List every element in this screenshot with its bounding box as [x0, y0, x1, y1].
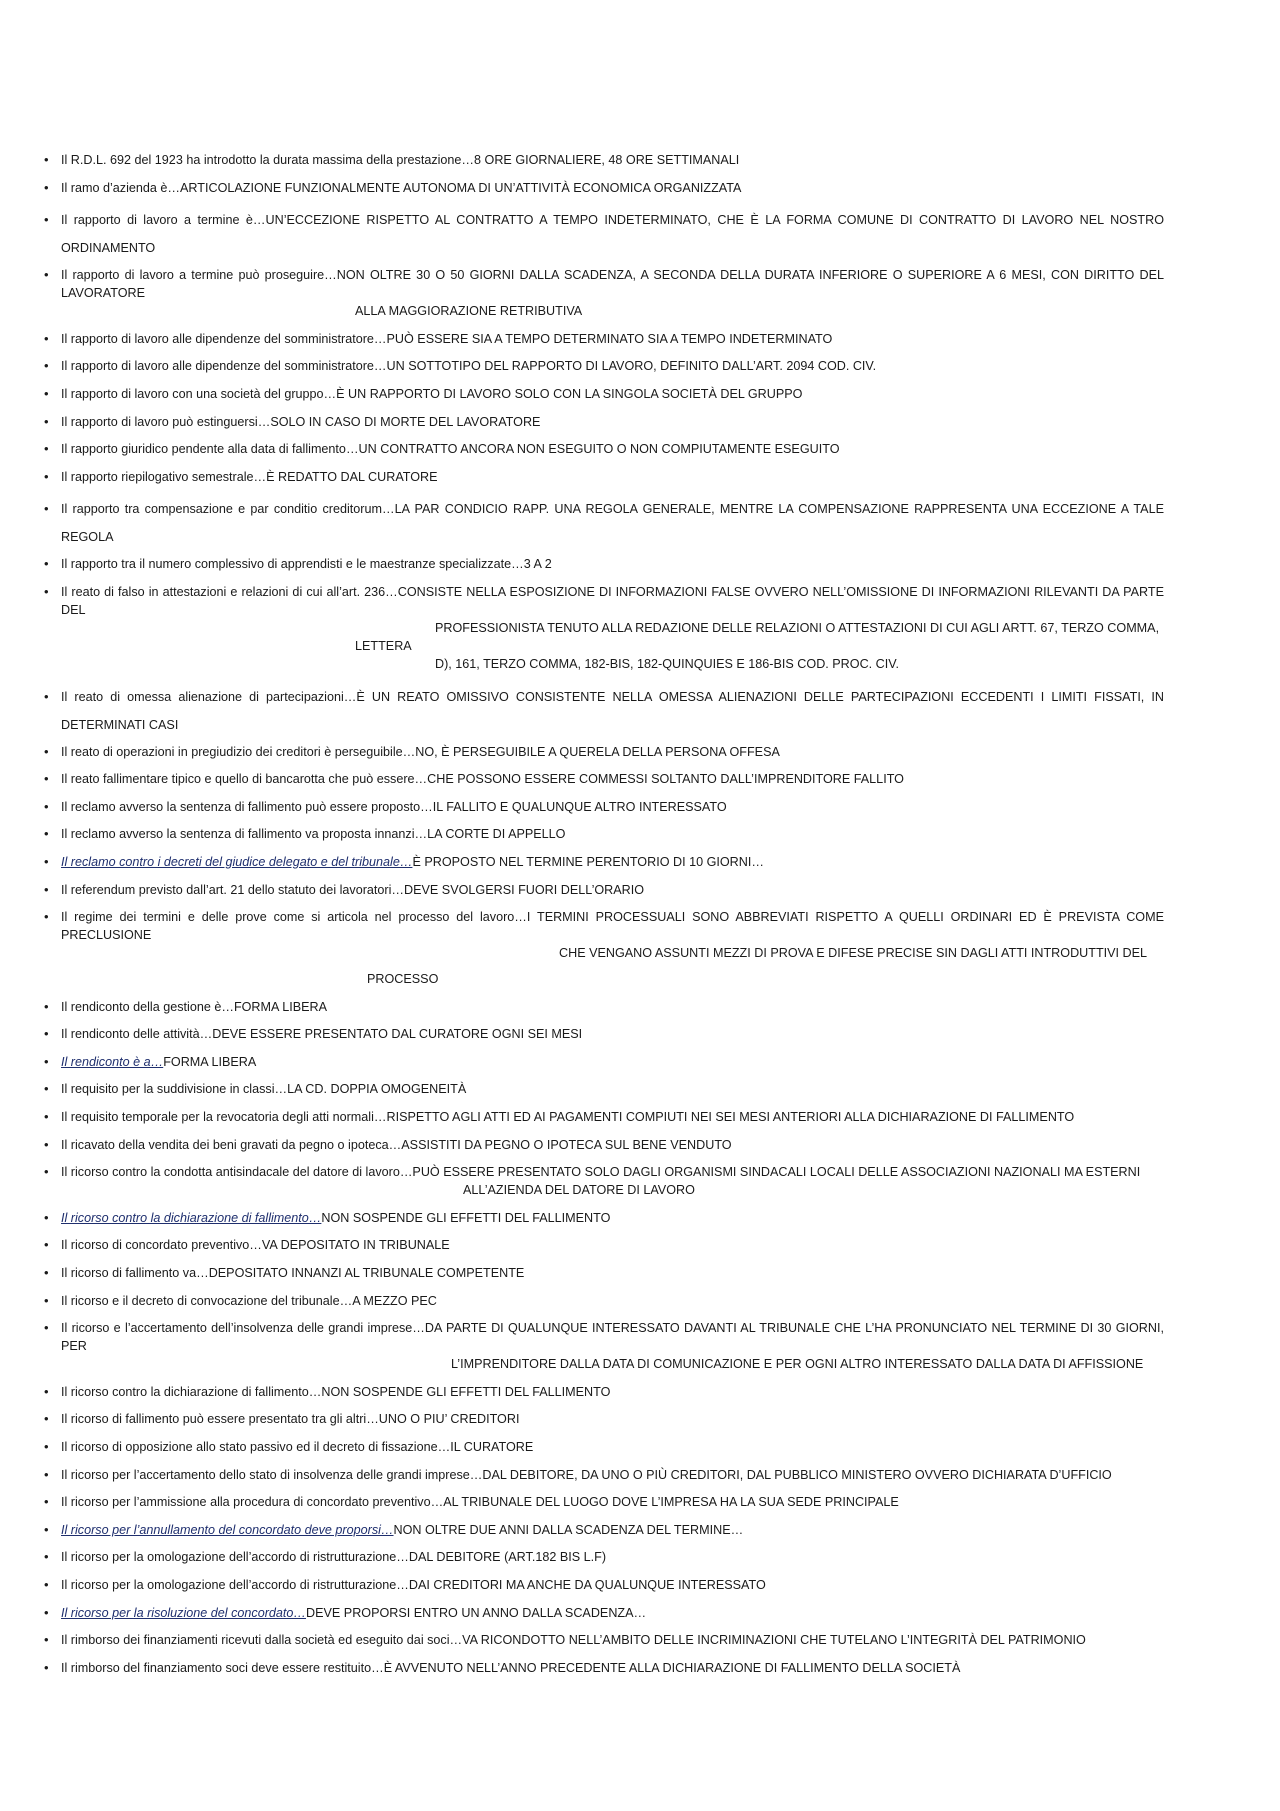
list-item [44, 495, 1164, 551]
answer-text: DAL DEBITORE (ART.182 BIS L.F) [408, 1550, 607, 1565]
answer-text: FORMA LIBERA [163, 1054, 257, 1069]
qa-list [44, 151, 1164, 1686]
question-text: Il reato di omessa alienazione di partecipazioni… [61, 689, 357, 704]
list-item [44, 1163, 1164, 1199]
question-text: Il ricavato della vendita dei beni gravati da pegno o ipoteca… [61, 1137, 402, 1152]
question-text: Il rapporto riepilogativo semestrale… [61, 469, 267, 484]
answer-text: DAI CREDITORI MA ANCHE DA QUALUNQUE INTERESSATO [408, 1577, 766, 1592]
answer-text: VA RICONDOTTO NELL’AMBITO DELLE INCRIMINAZIONI CHE TUTELANO L’INTEGRITÀ DEL PATRIMONIO [462, 1633, 1086, 1648]
answer-text: IL CURATORE [450, 1440, 534, 1454]
answer-text: UNO O PIU’ CREDITORI [378, 1412, 520, 1427]
answer-text: UN’ECCEZIONE RISPETTO AL CONTRATTO A TEMPO INDETERMINATO, CHE È LA FORMA COMUNE DI CONTRATTO DI LAVORO NEL NOSTRO ORDINAMENTO [61, 213, 1164, 256]
list-item [44, 1521, 1164, 1539]
list-item [44, 555, 1164, 573]
list-item [44, 385, 1164, 403]
question-text: Il ricorso di opposizione allo stato passivo ed il decreto di fissazione… [61, 1440, 451, 1454]
answer-text: NON SOSPENDE GLI EFFETTI DEL FALLIMENTO [321, 1384, 611, 1399]
answer-continuation: PROCESSO [367, 972, 439, 987]
list-item [44, 1438, 1164, 1456]
answer-continuation: ALLA MAGGIORAZIONE RETRIBUTIVA [355, 304, 583, 319]
answer-text: NON OLTRE DUE ANNI DALLA SCADENZA DEL TERMINE… [393, 1522, 744, 1537]
list-item [44, 1053, 1164, 1071]
list-item [44, 998, 1164, 1016]
list-item [44, 206, 1164, 262]
list-item [44, 908, 1164, 988]
answer-continuation: CHE VENGANO ASSUNTI MEZZI DI PROVA E DIFESE PRECISE SIN DAGLI ATTI INTRODUTTIVI DEL [559, 946, 1148, 961]
list-item [44, 413, 1164, 431]
answer-text: È PROPOSTO NEL TERMINE PERENTORIO DI 10 GIORNI… [412, 854, 764, 869]
question-text: Il referendum previsto dall’art. 21 dello statuto dei lavoratori… [61, 882, 405, 897]
list-item [44, 853, 1164, 871]
question-link[interactable]: Il reclamo contro i decreti del giudice delegato e del tribunale… [61, 854, 413, 869]
question-text: Il requisito per la suddivisione in classi… [61, 1082, 288, 1097]
list-item [44, 1466, 1164, 1484]
list-item [44, 1080, 1164, 1098]
question-text: Il ricorso contro la condotta antisindacale del datore di lavoro… [61, 1165, 413, 1180]
question-text: Il regime dei termini e delle prove come si articola nel processo del lavoro… [61, 910, 527, 925]
answer-text: AL TRIBUNALE DEL LUOGO DOVE L’IMPRESA HA LA SUA SEDE PRINCIPALE [443, 1495, 899, 1510]
answer-text: IL FALLITO E QUALUNQUE ALTRO INTERESSATO [432, 799, 727, 814]
answer-text: DEPOSITATO INNANZI AL TRIBUNALE COMPETENTE [208, 1266, 525, 1281]
question-text: Il rapporto tra compensazione e par conditio creditorum… [61, 502, 395, 517]
answer-text: NON OLTRE 30 O 50 GIORNI DALLA SCADENZA, A SECONDA DELLA DURATA INFERIORE O SUPERIORE A 6 MESI, CON DIRITTO DEL LAVORATORE [61, 268, 1164, 301]
answer-text: PUÒ ESSERE SIA A TEMPO DETERMINATO SIA A TEMPO INDETERMINATO [386, 331, 833, 346]
question-text: Il requisito temporale per la revocatoria degli atti normali… [61, 1110, 387, 1125]
question-text: Il ricorso di fallimento può essere presentato tra gli altri… [61, 1412, 379, 1427]
list-item [44, 743, 1164, 761]
answer-continuation: LETTERA [355, 638, 412, 653]
question-link[interactable]: Il ricorso per la risoluzione del concordato… [61, 1605, 306, 1620]
question-text: Il ricorso contro la dichiarazione di fallimento… [61, 1384, 322, 1399]
list-item [44, 179, 1164, 197]
answer-text: È UN REATO OMISSIVO CONSISTENTE NELLA OMESSA ALIENAZIONI DELLE PARTECIPAZIONI ECCEDENTI I LIMITI FISSATI, IN DETERMINATI CASI [61, 689, 1165, 732]
list-item [44, 266, 1164, 320]
list-item [44, 468, 1164, 486]
list-item [44, 330, 1164, 348]
question-text: Il rapporto di lavoro a termine è… [61, 213, 266, 228]
question-link[interactable]: Il rendiconto è a… [61, 1054, 164, 1069]
answer-text: 8 ORE GIORNALIERE, 48 ORE SETTIMANALI [474, 153, 740, 167]
question-text: Il rapporto di lavoro alle dipendenze del somministratore… [61, 359, 387, 374]
list-item [44, 357, 1164, 375]
question-link[interactable]: Il ricorso per l’annullamento del concordato deve proporsi… [61, 1522, 394, 1537]
question-text: Il R.D.L. 692 del 1923 ha introdotto la durata massima della prestazione… [61, 153, 475, 167]
list-item [44, 770, 1164, 788]
question-text: Il ricorso e il decreto di convocazione del tribunale… [61, 1293, 353, 1308]
answer-text: I TERMINI PROCESSUALI SONO ABBREVIATI RISPETTO A QUELLI ORDINARI ED È PREVISTA COME PRECLUSIONE [61, 910, 1164, 943]
answer-text: PUÒ ESSERE PRESENTATO SOLO DAGLI ORGANISMI SINDACALI LOCALI DELLE ASSOCIAZIONI NAZIONALI MA ESTERNI [412, 1165, 1141, 1180]
answer-text: DEVE SVOLGERSI FUORI DELL’ORARIO [404, 882, 645, 897]
question-text: Il reclamo avverso la sentenza di fallimento va proposta innanzi… [61, 827, 428, 842]
question-text: Il rapporto di lavoro può estinguersi… [61, 414, 271, 429]
answer-text: ASSISTITI DA PEGNO O IPOTECA SUL BENE VENDUTO [401, 1137, 732, 1152]
question-text: Il ramo d’azienda è… [61, 180, 181, 195]
answer-continuation: D), 161, TERZO COMMA, 182-BIS, 182-QUINQUIES E 186-BIS COD. PROC. CIV. [435, 656, 900, 671]
answer-text: FORMA LIBERA [233, 999, 328, 1014]
list-item [44, 1576, 1164, 1594]
question-text: Il rimborso del finanziamento soci deve essere restituito… [61, 1660, 384, 1675]
answer-text: ARTICOLAZIONE FUNZIONALMENTE AUTONOMA DI UN’ATTIVITÀ ECONOMICA ORGANIZZATA [180, 180, 742, 195]
answer-text: È REDATTO DAL CURATORE [266, 469, 438, 484]
list-item [44, 1631, 1164, 1649]
answer-text: SOLO IN CASO DI MORTE DEL LAVORATORE [270, 414, 541, 429]
list-item [44, 1292, 1164, 1310]
answer-text: VA DEPOSITATO IN TRIBUNALE [261, 1238, 450, 1253]
question-text: Il rapporto di lavoro alle dipendenze del somministratore… [61, 331, 387, 346]
answer-text: UN SOTTOTIPO DEL RAPPORTO DI LAVORO, DEFINITO DALL’ART. 2094 COD. CIV. [386, 359, 877, 374]
answer-text: È AVVENUTO NELL’ANNO PRECEDENTE ALLA DICHIARAZIONE DI FALLIMENTO DELLA SOCIETÀ [383, 1660, 961, 1675]
answer-text: È UN RAPPORTO DI LAVORO SOLO CON LA SINGOLA SOCIETÀ DEL GRUPPO [336, 386, 803, 401]
question-text: Il ricorso per la omologazione dell’accordo di ristrutturazione… [61, 1577, 409, 1592]
answer-continuation: PROFESSIONISTA TENUTO ALLA REDAZIONE DELLE RELAZIONI O ATTESTAZIONI DI CUI AGLI ARTT. 67, TERZO COMMA, [435, 620, 1160, 635]
list-item [44, 1209, 1164, 1227]
answer-text: NO, È PERSEGUIBILE A QUERELA DELLA PERSONA OFFESA [415, 744, 780, 759]
question-text: Il rendiconto della gestione è… [61, 999, 234, 1014]
question-text: Il rapporto di lavoro a termine può proseguire… [61, 268, 337, 283]
list-item [44, 1383, 1164, 1401]
question-text: Il rapporto tra il numero complessivo di apprendisti e le maestranze specializzate… [61, 557, 524, 572]
list-item [44, 1604, 1164, 1622]
question-link[interactable]: Il ricorso contro la dichiarazione di fallimento… [61, 1210, 322, 1225]
question-text: Il ricorso per la omologazione dell’accordo di ristrutturazione… [61, 1550, 409, 1565]
question-text: Il ricorso di fallimento va… [61, 1266, 209, 1281]
answer-text: DAL DEBITORE, DA UNO O PIÙ CREDITORI, DAL PUBBLICO MINISTERO OVVERO DICHIARATA D’UFFICIO [482, 1467, 1112, 1482]
list-item [44, 1410, 1164, 1428]
question-text: Il reato di falso in attestazioni e relazioni di cui all’art. 236… [61, 584, 398, 599]
question-text: Il rapporto giuridico pendente alla data di fallimento… [61, 442, 359, 457]
list-item [44, 1264, 1164, 1282]
answer-text: CONSISTE NELLA ESPOSIZIONE DI INFORMAZIONI FALSE OVVERO NELL’OMISSIONE DI INFORMAZIONI RILEVANTI DA PARTE DEL [61, 584, 1164, 617]
list-item [44, 825, 1164, 843]
line-gap [61, 962, 1164, 970]
answer-text: LA CORTE DI APPELLO [427, 827, 566, 842]
answer-text: DEVE PROPORSI ENTRO UN ANNO DALLA SCADENZA… [306, 1605, 647, 1620]
answer-text: CHE POSSONO ESSERE COMMESSI SOLTANTO DALL’IMPRENDITORE FALLITO [427, 772, 904, 787]
question-text: Il reato di operazioni in pregiudizio dei creditori è perseguibile… [61, 744, 416, 759]
answer-text: RISPETTO AGLI ATTI ED AI PAGAMENTI COMPIUTI NEI SEI MESI ANTERIORI ALLA DICHIARAZIONE DI FALLIMENTO [386, 1110, 1075, 1125]
question-text: Il ricorso e l’accertamento dell’insolvenza delle grandi imprese… [61, 1321, 425, 1336]
list-item [44, 1136, 1164, 1154]
question-text: Il ricorso per l’accertamento dello stato di insolvenza delle grandi imprese… [61, 1467, 483, 1482]
list-item [44, 1108, 1164, 1126]
question-text: Il ricorso di concordato preventivo… [61, 1238, 262, 1253]
question-text: Il rendiconto delle attività… [61, 1027, 213, 1042]
answer-text: NON SOSPENDE GLI EFFETTI DEL FALLIMENTO [321, 1210, 611, 1225]
question-text: Il reato fallimentare tipico e quello di bancarotta che può essere… [61, 772, 428, 787]
list-item [44, 683, 1164, 739]
list-item [44, 1493, 1164, 1511]
list-item [44, 798, 1164, 816]
question-text: Il ricorso per l’ammissione alla procedura di concordato preventivo… [61, 1495, 444, 1510]
list-item [44, 583, 1164, 673]
list-item [44, 881, 1164, 899]
list-item [44, 1025, 1164, 1043]
list-item [44, 151, 1164, 169]
question-text: Il rimborso dei finanziamenti ricevuti dalla società ed eseguito dai soci… [61, 1633, 463, 1648]
list-item [44, 1548, 1164, 1566]
answer-text: UN CONTRATTO ANCORA NON ESEGUITO O NON COMPIUTAMENTE ESEGUITO [358, 442, 840, 457]
answer-continuation: ALL’AZIENDA DEL DATORE DI LAVORO [463, 1183, 695, 1198]
list-item [44, 440, 1164, 458]
question-text: Il rapporto di lavoro con una società del gruppo… [61, 386, 337, 401]
answer-continuation: L’IMPRENDITORE DALLA DATA DI COMUNICAZIONE E PER OGNI ALTRO INTERESSATO DALLA DATA DI AFFISSIONE [451, 1357, 1144, 1372]
question-text: Il reclamo avverso la sentenza di fallimento può essere proposto… [61, 799, 433, 814]
answer-text: DEVE ESSERE PRESENTATO DAL CURATORE OGNI SEI MESI [212, 1027, 583, 1042]
list-item [44, 1236, 1164, 1254]
answer-text: 3 A 2 [523, 557, 552, 572]
list-item [44, 1319, 1164, 1373]
list-item [44, 1659, 1164, 1677]
answer-text: LA CD. DOPPIA OMOGENEITÀ [287, 1082, 467, 1097]
answer-text: A MEZZO PEC [352, 1293, 437, 1308]
answer-text: LA PAR CONDICIO RAPP. UNA REGOLA GENERALE, MENTRE LA COMPENSAZIONE RAPPRESENTA UNA ECCEZIONE A TALE REGOLA [61, 502, 1164, 545]
answer-text: DA PARTE DI QUALUNQUE INTERESSATO DAVANTI AL TRIBUNALE CHE L’HA PRONUNCIATO NEL TERMINE DI 30 GIORNI, PER [61, 1321, 1164, 1354]
